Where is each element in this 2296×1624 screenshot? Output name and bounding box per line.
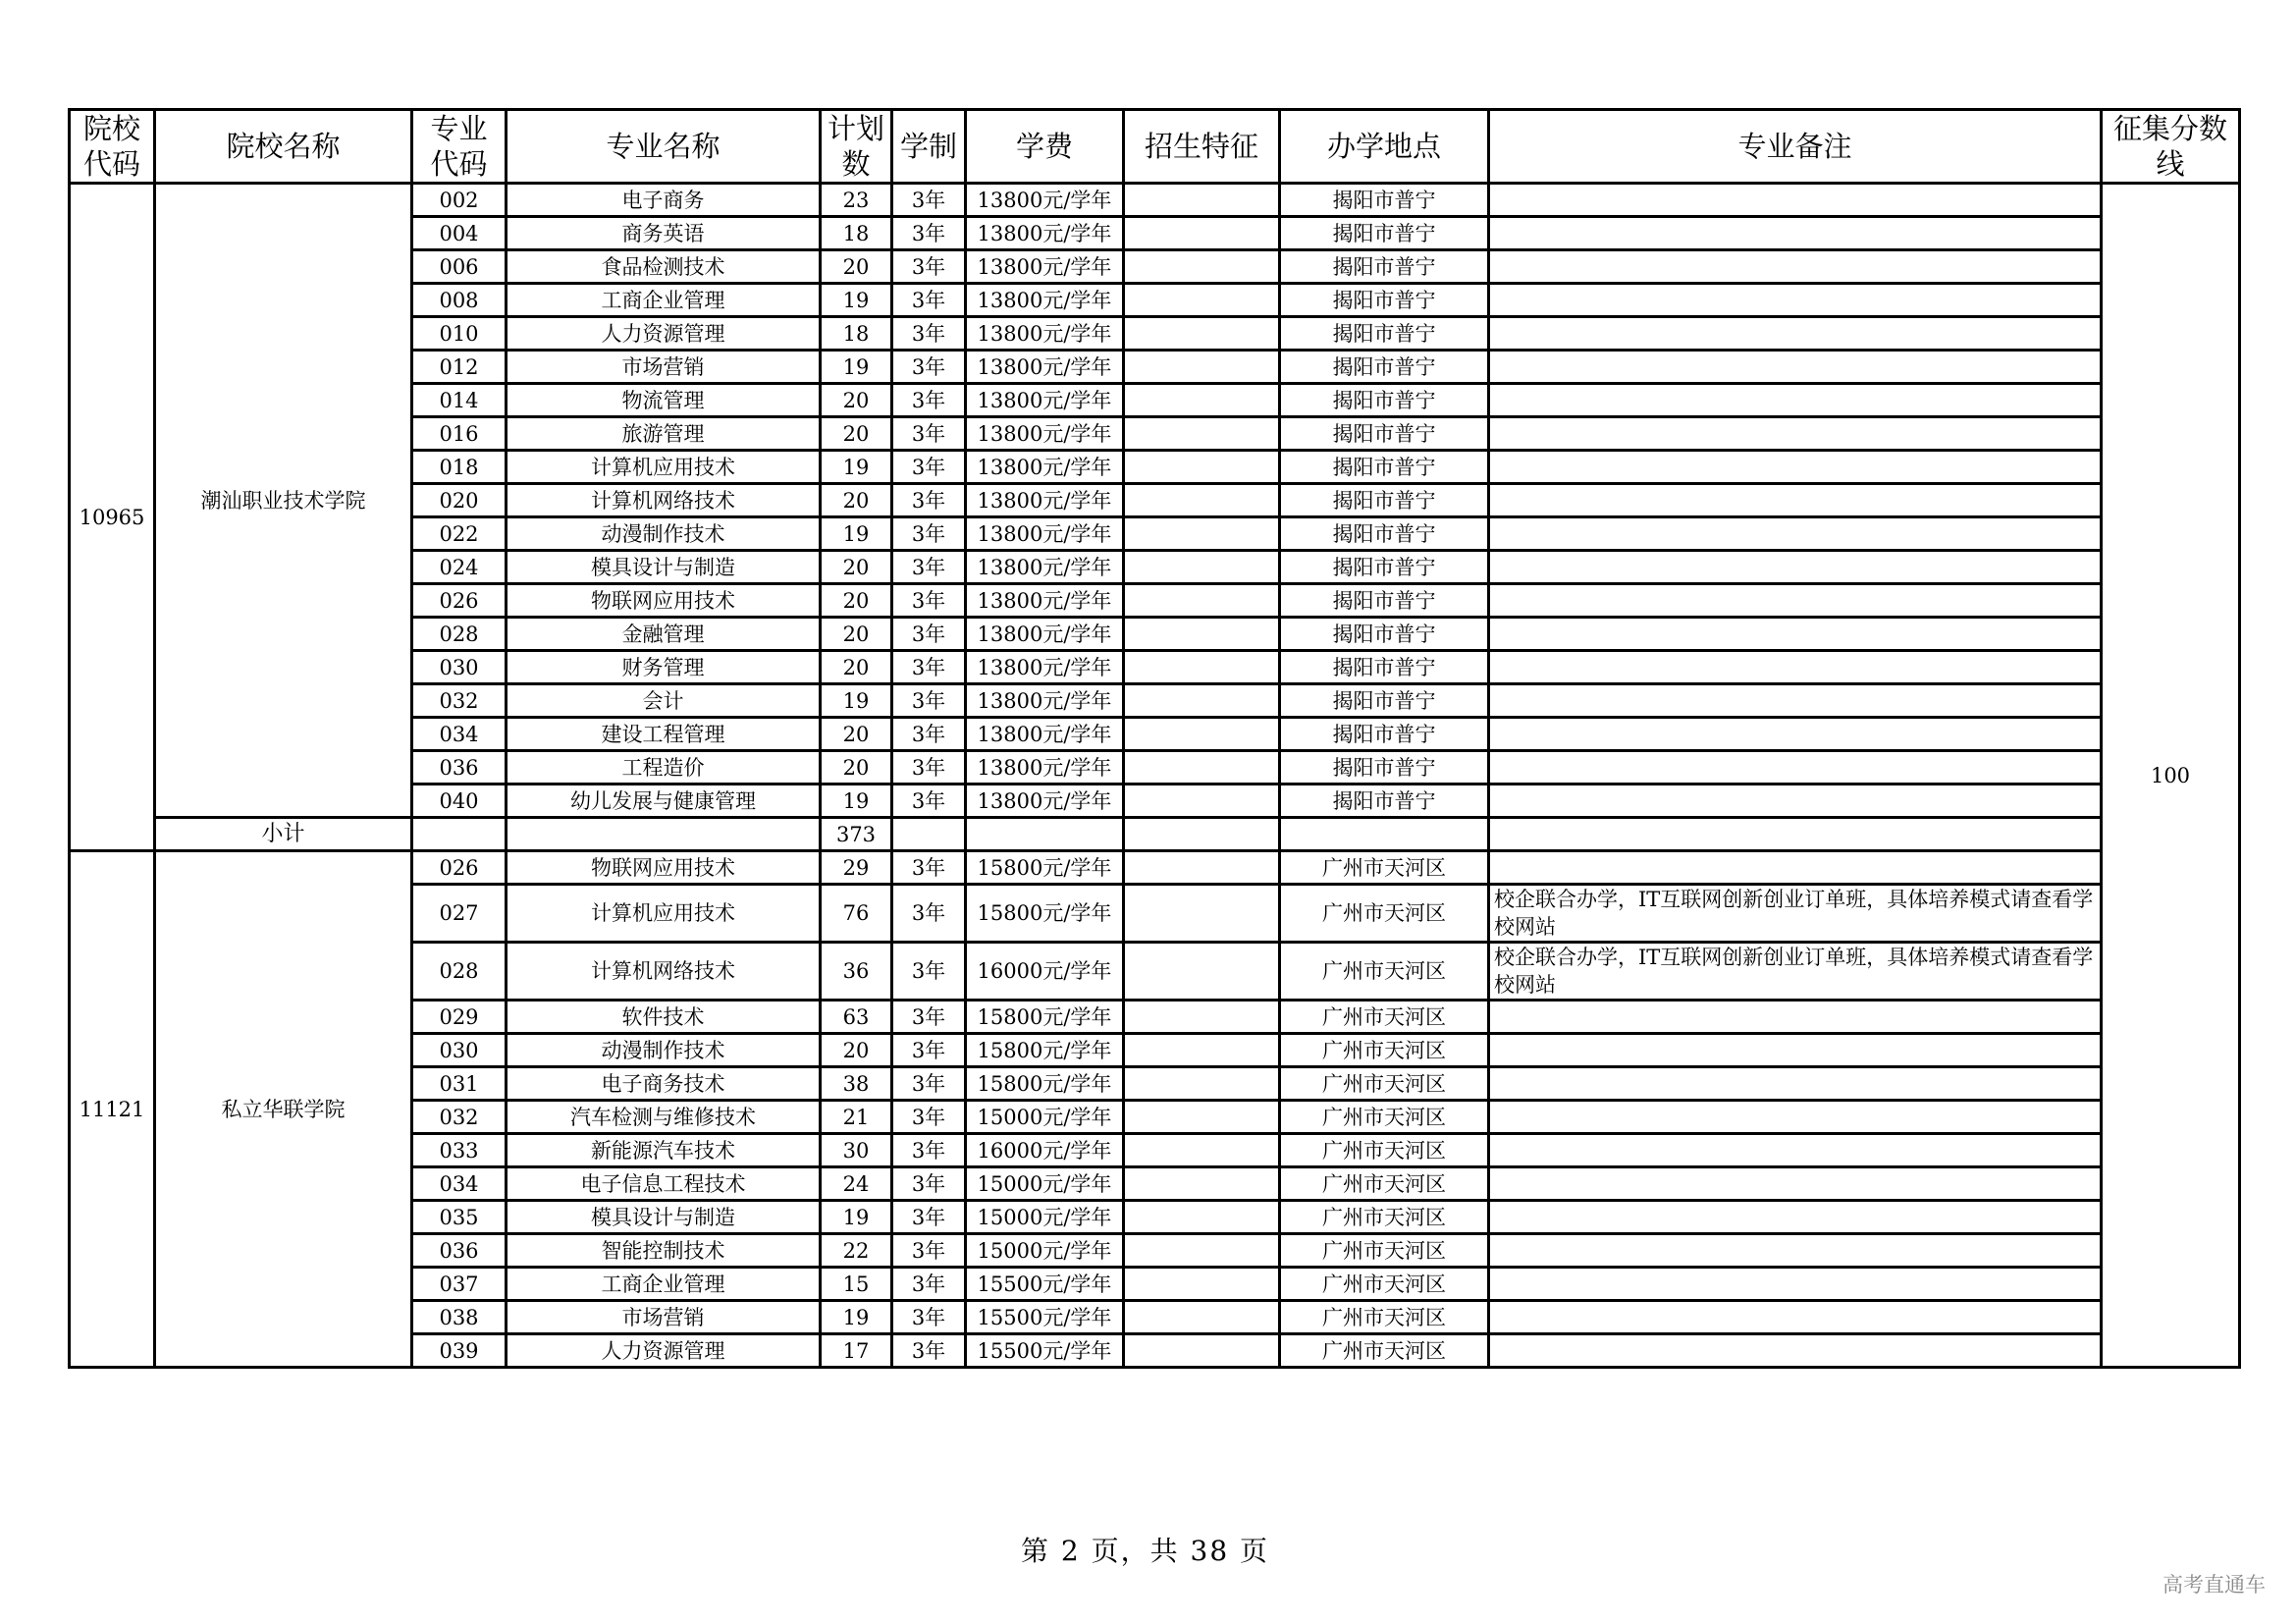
tuition-fee: 13800元/学年 [966,718,1124,751]
major-note [1489,785,2102,818]
tuition-fee: 13800元/学年 [966,250,1124,284]
location: 揭阳市普宁 [1280,351,1489,384]
years: 3年 [892,451,966,484]
tuition-fee: 15000元/学年 [966,1101,1124,1134]
plan-count: 19 [821,684,892,718]
major-code: 004 [412,217,507,250]
enrollment-feature [1124,351,1280,384]
major-name: 物流管理 [507,384,821,417]
major-name: 财务管理 [507,651,821,684]
header-school-name: 院校名称 [155,110,412,184]
enrollment-feature [1124,885,1280,943]
years: 3年 [892,618,966,651]
major-code: 026 [412,584,507,618]
major-code: 032 [412,684,507,718]
enrollment-feature [1124,317,1280,351]
plan-count: 19 [821,785,892,818]
major-name: 计算机应用技术 [507,451,821,484]
subtotal-empty [412,818,507,851]
plan-count: 20 [821,250,892,284]
tuition-fee: 16000元/学年 [966,943,1124,1001]
major-code: 016 [412,417,507,451]
location: 揭阳市普宁 [1280,317,1489,351]
tuition-fee: 13800元/学年 [966,484,1124,517]
location: 揭阳市普宁 [1280,718,1489,751]
major-note [1489,1001,2102,1034]
enrollment-feature [1124,484,1280,517]
plan-count: 29 [821,851,892,885]
major-code: 002 [412,184,507,217]
major-note [1489,284,2102,317]
enrollment-feature [1124,384,1280,417]
tuition-fee: 15800元/学年 [966,851,1124,885]
table-row [70,851,2240,885]
years: 3年 [892,250,966,284]
location: 揭阳市普宁 [1280,284,1489,317]
location: 揭阳市普宁 [1280,584,1489,618]
major-name: 建设工程管理 [507,718,821,751]
major-code: 029 [412,1001,507,1034]
subtotal-empty [1124,818,1280,851]
major-name: 会计 [507,684,821,718]
major-code: 020 [412,484,507,517]
tuition-fee: 13800元/学年 [966,651,1124,684]
years: 3年 [892,943,966,1001]
enrollment-feature [1124,785,1280,818]
major-name: 幼儿发展与健康管理 [507,785,821,818]
major-note [1489,1101,2102,1134]
major-name: 商务英语 [507,217,821,250]
location: 广州市天河区 [1280,1101,1489,1134]
subtotal-empty [892,818,966,851]
major-note [1489,1268,2102,1301]
major-code: 034 [412,718,507,751]
years: 3年 [892,785,966,818]
location: 揭阳市普宁 [1280,785,1489,818]
major-code: 018 [412,451,507,484]
major-note [1489,351,2102,384]
header-fee: 学费 [966,110,1124,184]
enrollment-feature [1124,651,1280,684]
major-code: 028 [412,618,507,651]
enrollment-feature [1124,1201,1280,1234]
header-school-code: 院校代码 [70,110,155,184]
plan-count: 30 [821,1134,892,1167]
major-code: 014 [412,384,507,417]
tuition-fee: 13800元/学年 [966,684,1124,718]
major-note [1489,184,2102,217]
enrollment-feature [1124,1234,1280,1268]
major-code: 034 [412,1167,507,1201]
enrollment-feature [1124,584,1280,618]
plan-count: 19 [821,284,892,317]
enrollment-feature [1124,684,1280,718]
major-note [1489,684,2102,718]
major-code: 026 [412,851,507,885]
years: 3年 [892,751,966,785]
years: 3年 [892,1134,966,1167]
major-code: 040 [412,785,507,818]
years: 3年 [892,684,966,718]
years: 3年 [892,1001,966,1034]
major-code: 036 [412,751,507,785]
tuition-fee: 13800元/学年 [966,384,1124,417]
tuition-fee: 15500元/学年 [966,1268,1124,1301]
header-location: 办学地点 [1280,110,1489,184]
header-major-name: 专业名称 [507,110,821,184]
location: 广州市天河区 [1280,1067,1489,1101]
years: 3年 [892,1167,966,1201]
plan-count: 20 [821,618,892,651]
tuition-fee: 13800元/学年 [966,417,1124,451]
plan-count: 20 [821,417,892,451]
enrollment-feature [1124,284,1280,317]
major-name: 工商企业管理 [507,284,821,317]
page-number: 第 2 页，共 38 页 [1021,1535,1270,1567]
years: 3年 [892,284,966,317]
major-name: 新能源汽车技术 [507,1134,821,1167]
major-code: 038 [412,1301,507,1334]
location: 广州市天河区 [1280,1268,1489,1301]
location: 广州市天河区 [1280,1034,1489,1067]
plan-count: 19 [821,1201,892,1234]
major-note [1489,217,2102,250]
major-name: 模具设计与制造 [507,551,821,584]
major-note [1489,417,2102,451]
tuition-fee: 15800元/学年 [966,1067,1124,1101]
major-name: 食品检测技术 [507,250,821,284]
major-code: 028 [412,943,507,1001]
location: 广州市天河区 [1280,1201,1489,1234]
enrollment-feature [1124,184,1280,217]
school-name: 私立华联学院 [155,851,412,1368]
major-name: 模具设计与制造 [507,1201,821,1234]
major-code: 024 [412,551,507,584]
location: 揭阳市普宁 [1280,751,1489,785]
location: 广州市天河区 [1280,1167,1489,1201]
tuition-fee: 15000元/学年 [966,1201,1124,1234]
plan-count: 20 [821,651,892,684]
major-note [1489,584,2102,618]
major-note [1489,1201,2102,1234]
subtotal-plan: 373 [821,818,892,851]
location: 广州市天河区 [1280,1001,1489,1034]
tuition-fee: 13800元/学年 [966,584,1124,618]
major-name: 物联网应用技术 [507,584,821,618]
school-code: 11121 [70,851,155,1368]
major-note [1489,1034,2102,1067]
years: 3年 [892,184,966,217]
major-note [1489,851,2102,885]
years: 3年 [892,1067,966,1101]
header-years: 学制 [892,110,966,184]
plan-count: 23 [821,184,892,217]
tuition-fee: 13800元/学年 [966,551,1124,584]
enrollment-feature [1124,851,1280,885]
major-code: 022 [412,517,507,551]
major-note: 校企联合办学，IT互联网创新创业订单班，具体培养模式请查看学校网站 [1489,943,2102,1001]
plan-count: 36 [821,943,892,1001]
years: 3年 [892,1268,966,1301]
major-name: 计算机应用技术 [507,885,821,943]
major-note [1489,718,2102,751]
plan-count: 20 [821,751,892,785]
plan-count: 20 [821,551,892,584]
years: 3年 [892,517,966,551]
watermark: 高考直通车 [2163,1573,2266,1597]
years: 3年 [892,351,966,384]
plan-count: 19 [821,351,892,384]
subtotal-row [70,818,2240,851]
table-row [70,184,2240,217]
location: 揭阳市普宁 [1280,250,1489,284]
location: 广州市天河区 [1280,1134,1489,1167]
location: 揭阳市普宁 [1280,684,1489,718]
major-note [1489,1234,2102,1268]
major-note [1489,250,2102,284]
major-name: 汽车检测与维修技术 [507,1101,821,1134]
subtotal-label: 小计 [155,818,412,851]
subtotal-empty [966,818,1124,851]
major-code: 037 [412,1268,507,1301]
plan-count: 15 [821,1268,892,1301]
years: 3年 [892,1034,966,1067]
admission-plan-table [68,108,2241,1369]
tuition-fee: 15500元/学年 [966,1334,1124,1368]
plan-count: 19 [821,517,892,551]
major-name: 物联网应用技术 [507,851,821,885]
years: 3年 [892,1301,966,1334]
plan-count: 20 [821,1034,892,1067]
major-code: 008 [412,284,507,317]
major-name: 旅游管理 [507,417,821,451]
tuition-fee: 16000元/学年 [966,1134,1124,1167]
subtotal-empty [1280,818,1489,851]
tuition-fee: 13800元/学年 [966,217,1124,250]
major-name: 电子商务 [507,184,821,217]
years: 3年 [892,217,966,250]
years: 3年 [892,1334,966,1368]
plan-count: 63 [821,1001,892,1034]
years: 3年 [892,484,966,517]
years: 3年 [892,417,966,451]
tuition-fee: 13800元/学年 [966,517,1124,551]
major-code: 030 [412,651,507,684]
plan-count: 17 [821,1334,892,1368]
location: 广州市天河区 [1280,1301,1489,1334]
location: 揭阳市普宁 [1280,618,1489,651]
major-note [1489,651,2102,684]
header-row [70,110,2240,184]
location: 揭阳市普宁 [1280,517,1489,551]
major-name: 工商企业管理 [507,1268,821,1301]
enrollment-feature [1124,1334,1280,1368]
years: 3年 [892,1101,966,1134]
location: 揭阳市普宁 [1280,484,1489,517]
header-note: 专业备注 [1489,110,2102,184]
tuition-fee: 13800元/学年 [966,284,1124,317]
major-code: 027 [412,885,507,943]
plan-count: 21 [821,1101,892,1134]
enrollment-feature [1124,517,1280,551]
plan-count: 38 [821,1067,892,1101]
plan-count: 22 [821,1234,892,1268]
major-note [1489,618,2102,651]
major-note [1489,384,2102,417]
major-code: 006 [412,250,507,284]
enrollment-feature [1124,250,1280,284]
enrollment-feature [1124,1301,1280,1334]
enrollment-feature [1124,451,1280,484]
major-note [1489,1067,2102,1101]
plan-count: 20 [821,584,892,618]
tuition-fee: 13800元/学年 [966,751,1124,785]
years: 3年 [892,584,966,618]
location: 广州市天河区 [1280,851,1489,885]
location: 揭阳市普宁 [1280,184,1489,217]
major-name: 工程造价 [507,751,821,785]
major-name: 人力资源管理 [507,317,821,351]
major-note [1489,451,2102,484]
tuition-fee: 13800元/学年 [966,351,1124,384]
tuition-fee: 15800元/学年 [966,885,1124,943]
major-name: 智能控制技术 [507,1234,821,1268]
major-name: 计算机网络技术 [507,943,821,1001]
major-name: 电子信息工程技术 [507,1167,821,1201]
major-code: 032 [412,1101,507,1134]
years: 3年 [892,718,966,751]
header-major-code: 专业代码 [412,110,507,184]
major-name: 市场营销 [507,351,821,384]
major-name: 金融管理 [507,618,821,651]
enrollment-feature [1124,751,1280,785]
major-note: 校企联合办学，IT互联网创新创业订单班，具体培养模式请查看学校网站 [1489,885,2102,943]
school-name: 潮汕职业技术学院 [155,184,412,818]
plan-count: 19 [821,451,892,484]
enrollment-feature [1124,417,1280,451]
header-score-line: 征集分数线 [2102,110,2240,184]
location: 揭阳市普宁 [1280,451,1489,484]
major-note [1489,1167,2102,1201]
major-code: 033 [412,1134,507,1167]
enrollment-feature [1124,1034,1280,1067]
score-line: 100 [2102,184,2240,1368]
enrollment-feature [1124,551,1280,584]
location: 广州市天河区 [1280,885,1489,943]
major-note [1489,1334,2102,1368]
plan-count: 76 [821,885,892,943]
header-feature: 招生特征 [1124,110,1280,184]
location: 揭阳市普宁 [1280,417,1489,451]
enrollment-feature [1124,217,1280,250]
years: 3年 [892,1234,966,1268]
location: 广州市天河区 [1280,1234,1489,1268]
major-code: 012 [412,351,507,384]
major-name: 市场营销 [507,1301,821,1334]
enrollment-feature [1124,718,1280,751]
enrollment-feature [1124,943,1280,1001]
header-plan: 计划数 [821,110,892,184]
major-name: 动漫制作技术 [507,517,821,551]
tuition-fee: 15800元/学年 [966,1001,1124,1034]
major-note [1489,1301,2102,1334]
major-note [1489,317,2102,351]
location: 揭阳市普宁 [1280,217,1489,250]
major-note [1489,1134,2102,1167]
tuition-fee: 13800元/学年 [966,618,1124,651]
enrollment-feature [1124,618,1280,651]
school-code: 10965 [70,184,155,851]
tuition-fee: 15000元/学年 [966,1167,1124,1201]
plan-count: 18 [821,317,892,351]
years: 3年 [892,651,966,684]
location: 广州市天河区 [1280,943,1489,1001]
tuition-fee: 15500元/学年 [966,1301,1124,1334]
major-code: 039 [412,1334,507,1368]
enrollment-feature [1124,1001,1280,1034]
enrollment-feature [1124,1167,1280,1201]
enrollment-feature [1124,1268,1280,1301]
plan-count: 24 [821,1167,892,1201]
plan-count: 20 [821,484,892,517]
tuition-fee: 15800元/学年 [966,1034,1124,1067]
location: 揭阳市普宁 [1280,651,1489,684]
tuition-fee: 13800元/学年 [966,785,1124,818]
major-note [1489,484,2102,517]
plan-count: 19 [821,1301,892,1334]
major-note [1489,751,2102,785]
major-code: 036 [412,1234,507,1268]
major-code: 035 [412,1201,507,1234]
major-note [1489,517,2102,551]
subtotal-empty [507,818,821,851]
plan-count: 20 [821,384,892,417]
plan-count: 18 [821,217,892,250]
location: 广州市天河区 [1280,1334,1489,1368]
tuition-fee: 13800元/学年 [966,184,1124,217]
major-code: 030 [412,1034,507,1067]
years: 3年 [892,885,966,943]
years: 3年 [892,1201,966,1234]
major-name: 动漫制作技术 [507,1034,821,1067]
years: 3年 [892,384,966,417]
major-name: 人力资源管理 [507,1334,821,1368]
subtotal-empty [1489,818,2102,851]
tuition-fee: 13800元/学年 [966,451,1124,484]
major-name: 软件技术 [507,1001,821,1034]
major-name: 计算机网络技术 [507,484,821,517]
enrollment-feature [1124,1067,1280,1101]
tuition-fee: 13800元/学年 [966,317,1124,351]
enrollment-feature [1124,1134,1280,1167]
major-code: 010 [412,317,507,351]
years: 3年 [892,317,966,351]
tuition-fee: 15000元/学年 [966,1234,1124,1268]
location: 揭阳市普宁 [1280,551,1489,584]
years: 3年 [892,551,966,584]
enrollment-feature [1124,1101,1280,1134]
major-note [1489,551,2102,584]
location: 揭阳市普宁 [1280,384,1489,417]
major-name: 电子商务技术 [507,1067,821,1101]
major-code: 031 [412,1067,507,1101]
plan-count: 20 [821,718,892,751]
years: 3年 [892,851,966,885]
